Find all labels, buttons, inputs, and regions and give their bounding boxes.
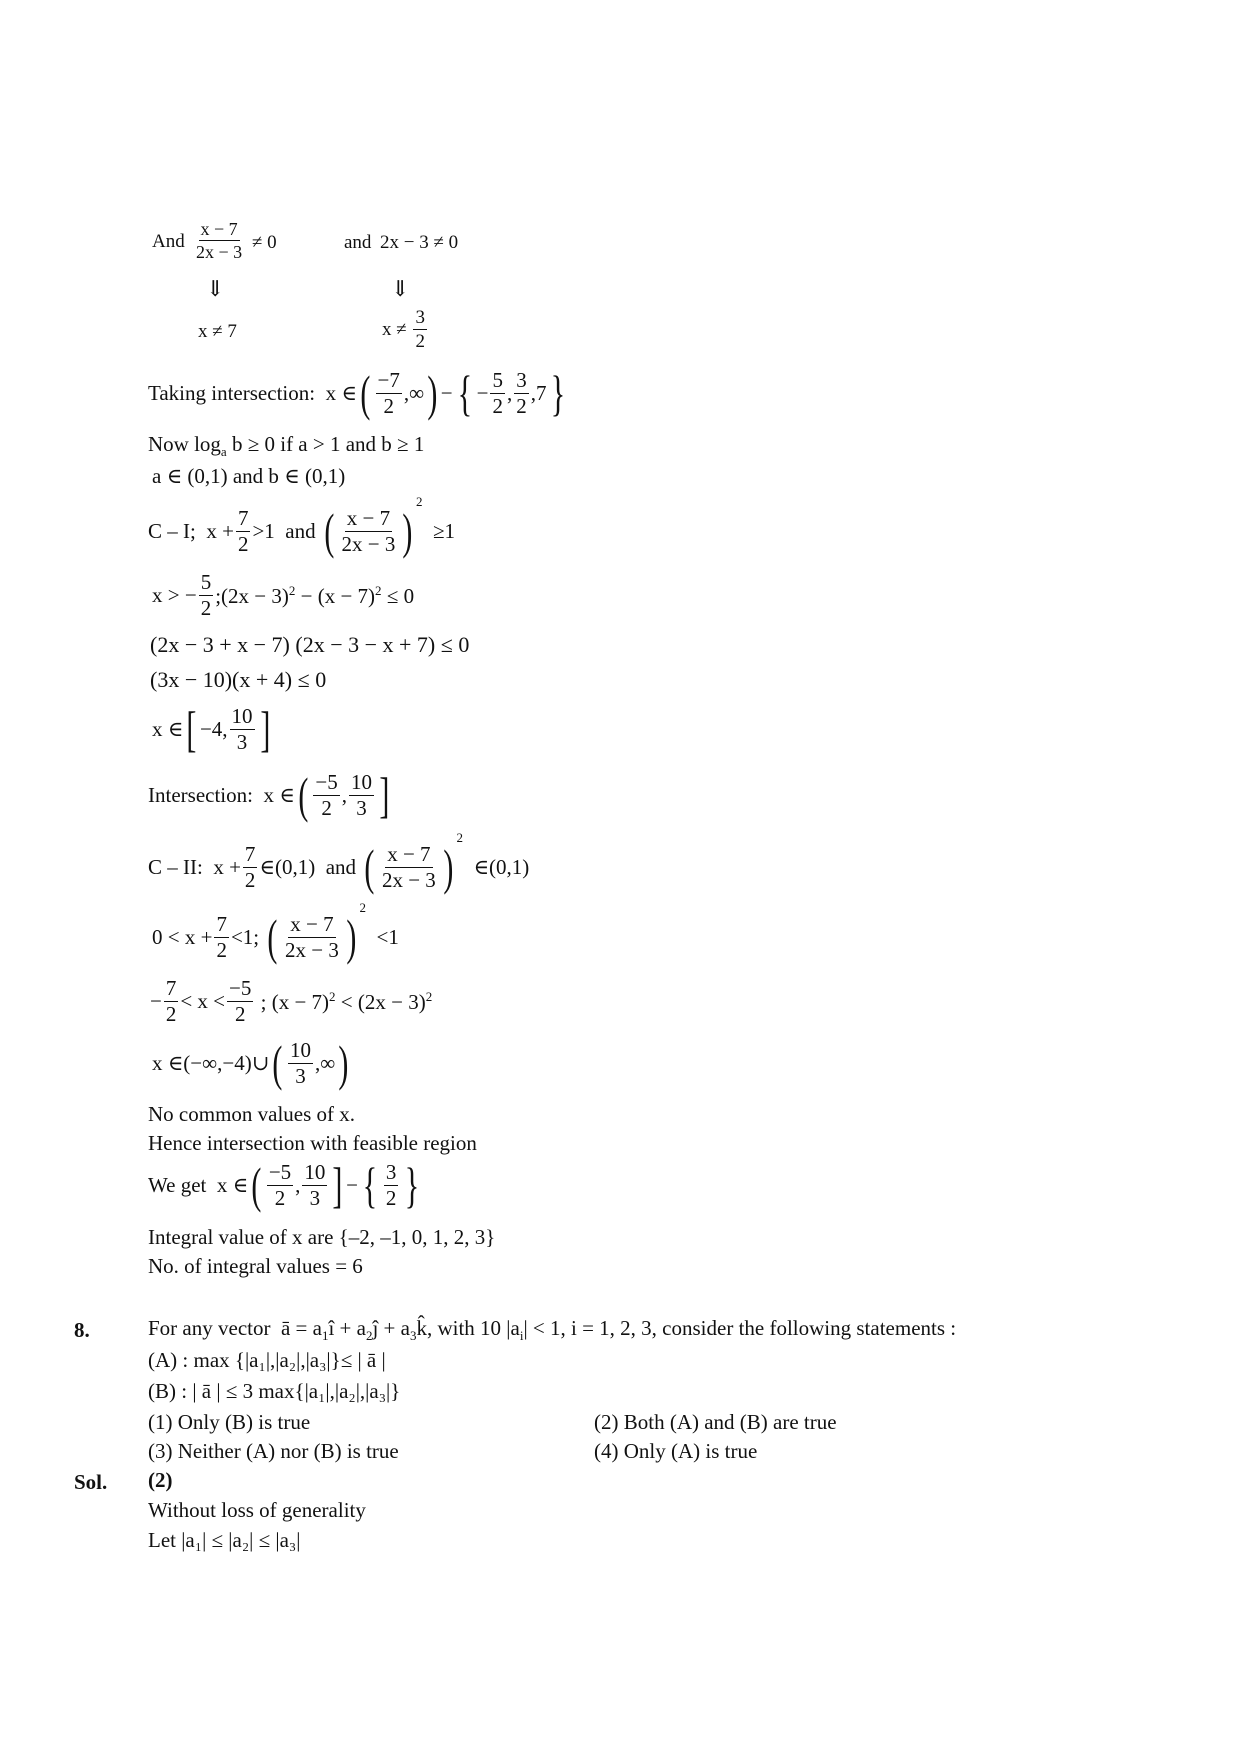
no-common-values: No common values of x. [148, 1102, 356, 1126]
option-4: (4) Only (A) is true [594, 1439, 758, 1463]
case-2-step-1: 0 < x + $\frac{7}{2}$ <1; ( $\frac{x - 7}{2x - 3}$ )$^2$ <1 [152, 900, 399, 965]
solution-line-1: Without loss of generality [148, 1498, 366, 1522]
statement-a: (A) : max {|a₁|,|a₂|,|a₃|}≤ | ā | [148, 1348, 386, 1372]
down-arrow-1: ⇓ [206, 276, 225, 301]
hence-intersection: Hence intersection with feasible region [148, 1131, 477, 1155]
option-3: (3) Neither (A) nor (B) is true [148, 1439, 399, 1463]
case-1-result: x ∈[ −4, $\frac{10}{3}$ ] [152, 701, 270, 757]
result-x-neq-7: x ≠ 7 [198, 321, 237, 342]
solution-line-2: Let |a₁| ≤ |a₂| ≤ |a₃| [148, 1528, 301, 1552]
and-label-2: and [344, 232, 372, 253]
case-2-result: x ∈(−∞,−4)∪( $\frac{10}{3}$ ,∞) [152, 1035, 349, 1091]
solution-label: Sol. [74, 1470, 108, 1494]
result-x-neq-3-2: x ≠ $\frac{3}{2}$ [382, 307, 425, 352]
question-number: 8. [74, 1318, 90, 1342]
case-1-step-1: x > − $\frac{5}{2}$ ;(2x − $3)^2 - (x - 7)^2 \le 0$ [152, 570, 415, 620]
case-1-line: C – I; x + $\frac{7}{2}$ >1 and ( $\frac{x - 7}{2x - 3}$ )$^2$ ≥1 [148, 494, 456, 559]
now-log-line: Now $\log_a b \ge 0$ if a > 1 and b ≥ 1 [148, 432, 425, 460]
not-equal-zero-1: ≠ 0 [252, 232, 277, 253]
intersection-line: Intersection: x ∈( $\frac{-5}{2}$ , $\frac{10}{3}$ ] [148, 767, 390, 823]
integral-values: Integral value of x are {–2, –1, 0, 1, 2, 3} [148, 1225, 496, 1249]
solution-answer: (2) [148, 1468, 173, 1492]
a-in-range-line: a ∈ (0,1) and b ∈ (0,1) [152, 464, 346, 488]
option-1: (1) Only (B) is true [148, 1410, 311, 1434]
expr-2x-minus-3: 2x − 3 ≠ 0 [380, 232, 459, 253]
and-label-1: And [152, 231, 185, 252]
statement-b: (B) : | ā | ≤ 3 max{|a₁|,|a₂|,|a₃|} [148, 1379, 401, 1403]
number-of-integral-values: No. of integral values = 6 [148, 1254, 363, 1278]
question-stem: For any vector ā = $a_1î$ + $a_2ĵ$ + $a_3k̂$, with 10 $|a_i| < 1$, i = 1, 2, 3, consider the following statements : [148, 1316, 957, 1344]
we-get-line: We get x ∈( $\frac{-5}{2}$ , $\frac{10}{3}$ ] −{ $\frac{3}{2}$ } [148, 1157, 420, 1213]
case-2-step-2: − $\frac{7}{2}$ < x < $\frac{-5}{2}$ ; $(x - 7)^2 < (2x - 3)^2$ [150, 976, 433, 1026]
case-1-expand: (2x − 3 + x − 7) (2x − 3 − x + 7) ≤ 0 [150, 632, 470, 657]
option-2: (2) Both (A) and (B) are true [594, 1410, 837, 1434]
case-2-line: C – II: x + $\frac{7}{2}$ ∈(0,1) and ( $\frac{x - 7}{2x - 3}$ )$^2$ ∈(0,1) [148, 830, 530, 895]
taking-intersection-line: Taking intersection: x ∈( $\frac{-7}{2}$ ,∞) −{ − $\frac{5}{2}$ , $\frac{3}{2}$ ,7} [148, 365, 566, 421]
case-1-factor: (3x − 10)(x + 4) ≤ 0 [150, 667, 327, 692]
fraction-x-minus-7: $\frac{x - 7}{2x - 3}$ [196, 219, 243, 262]
down-arrow-2: ⇓ [391, 276, 410, 301]
